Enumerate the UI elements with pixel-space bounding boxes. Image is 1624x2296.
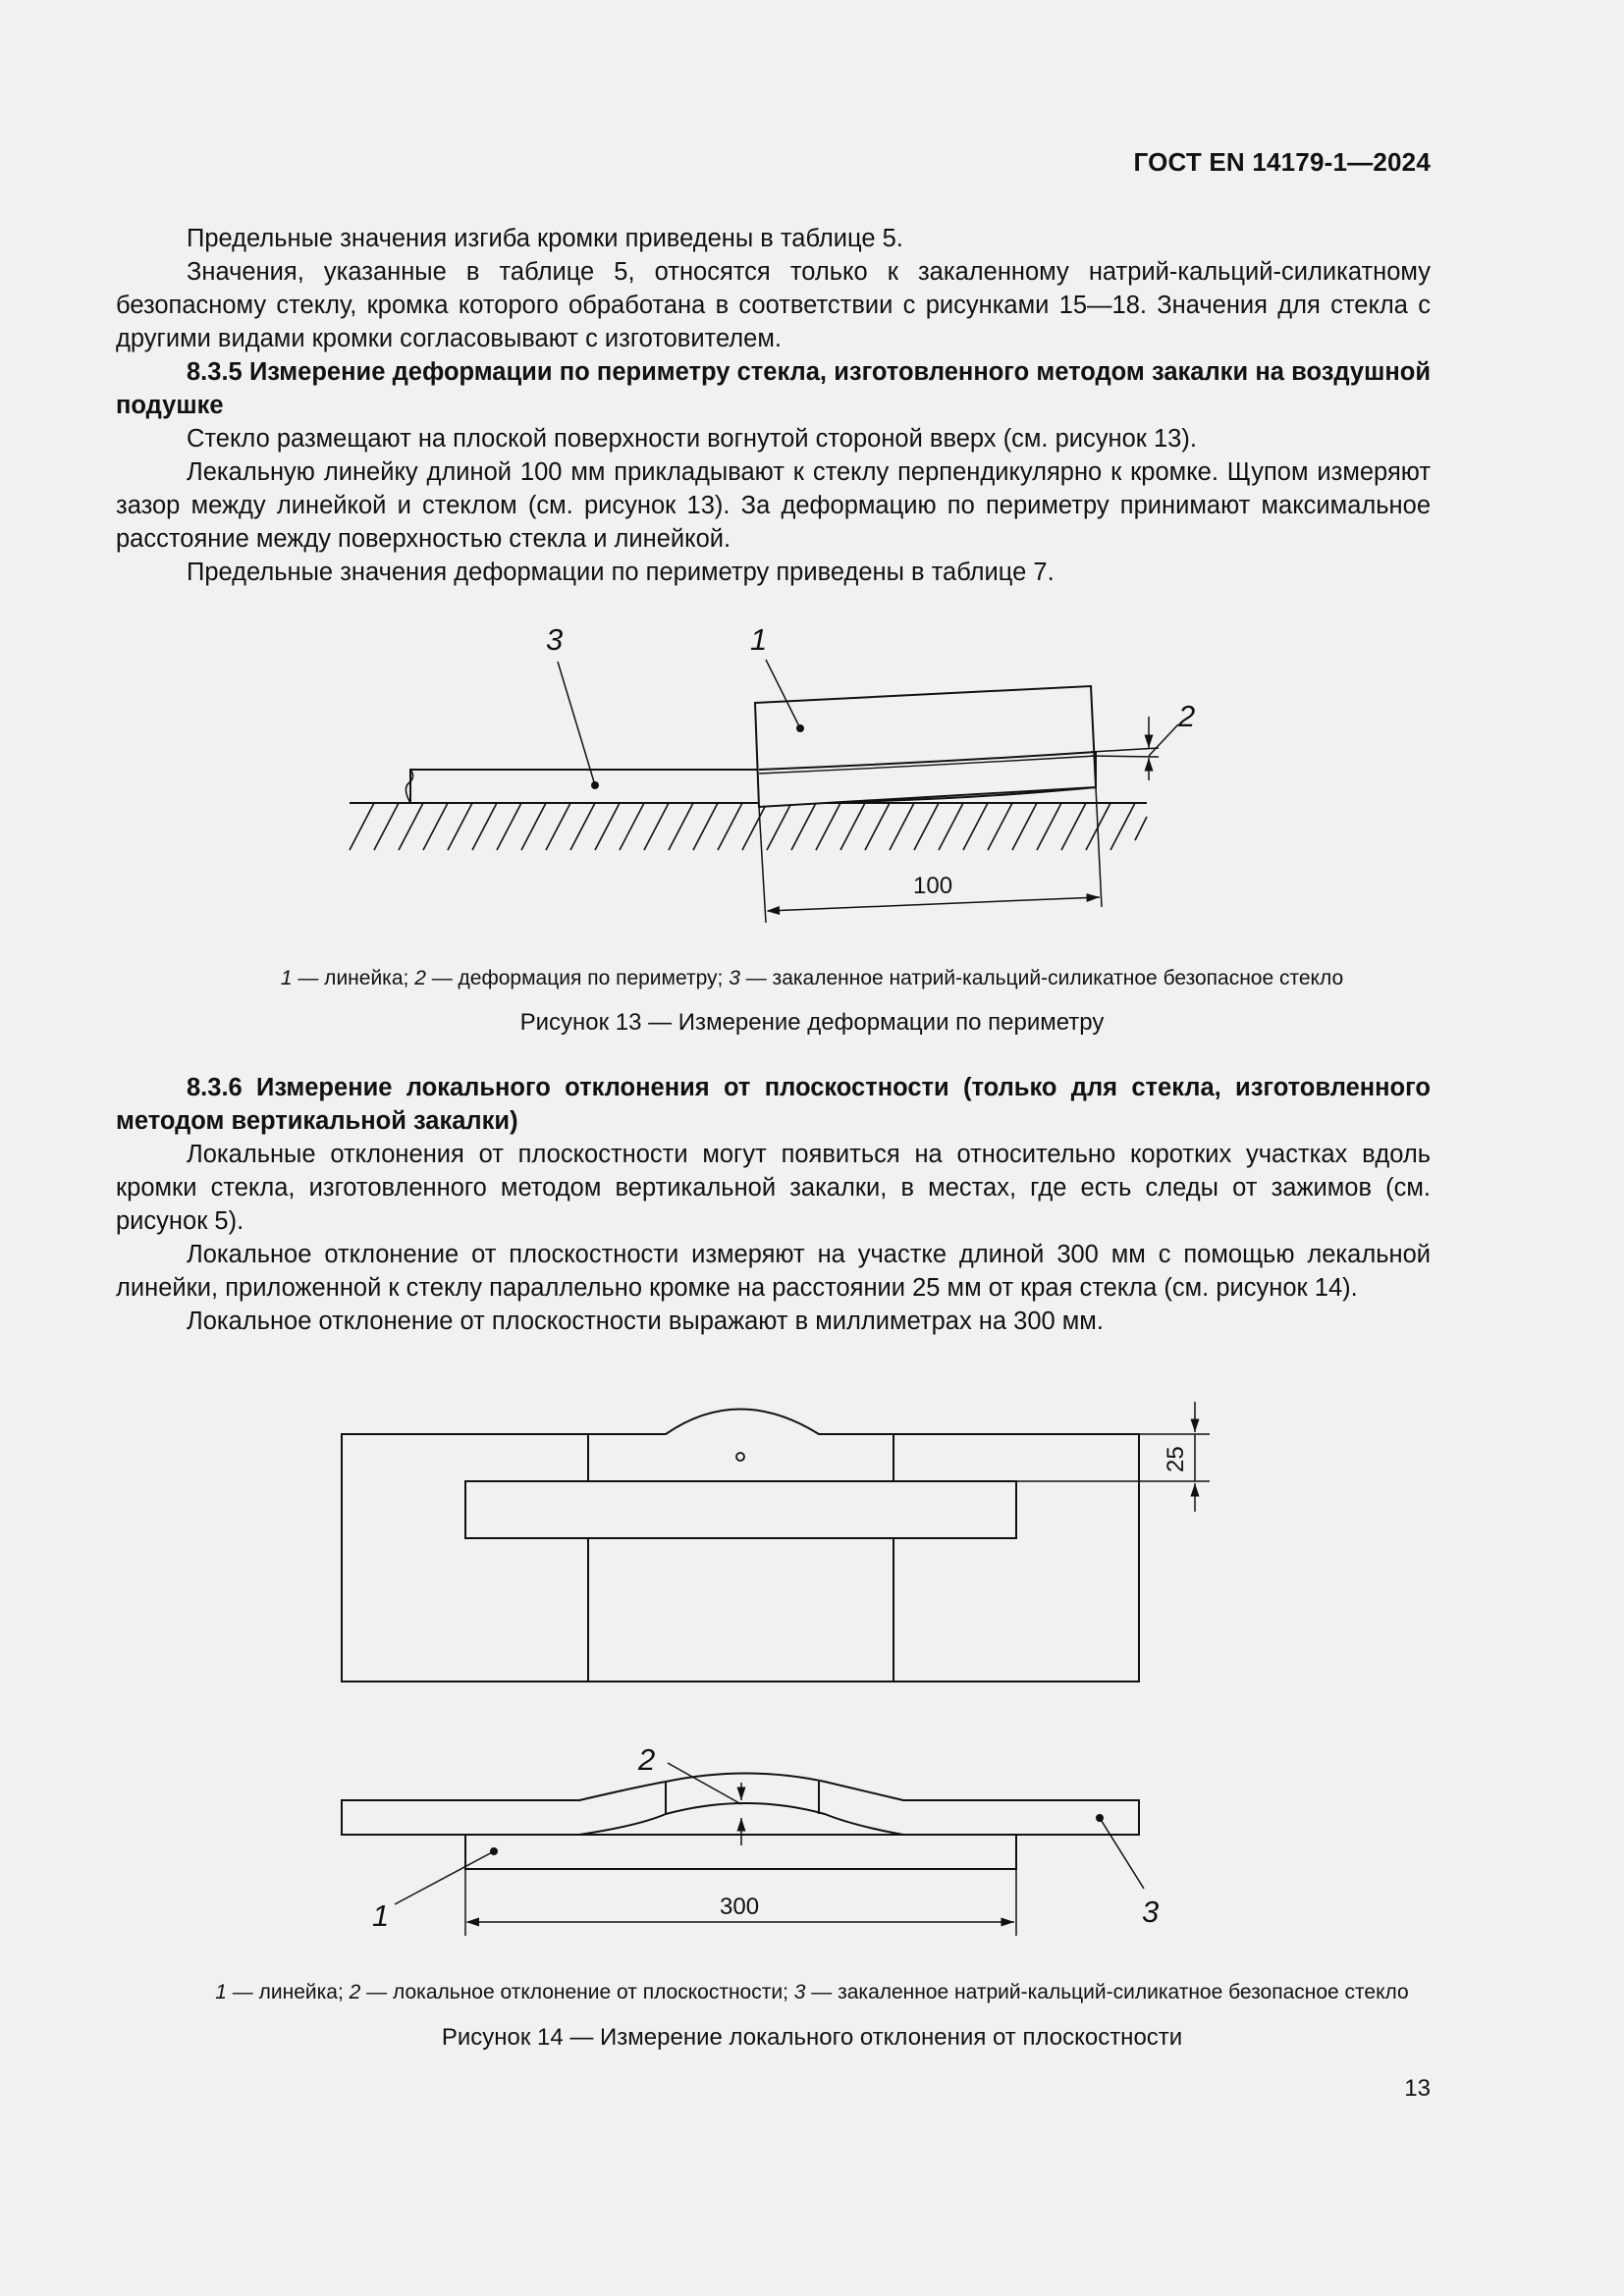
clamp-mark	[736, 1453, 744, 1461]
figure14-label-1: 1	[372, 1898, 390, 1933]
section-heading-8-3-6: 8.3.6 Измерение локального отклонения от плоскостности (только для стекла, изготовленного методом вертикальной закалки)	[116, 1074, 1431, 1135]
figure14-legend: 1 — линейка; 2 — локальное отклонение от плоскостности; 3 — закаленное натрий-кальций-силикатное безопасное стекло	[215, 1981, 1409, 2003]
figure14-dimension-25: 25	[1163, 1446, 1189, 1472]
figure13-legend: 1 — линейка; 2 — деформация по периметру; 3 — закаленное натрий-кальций-силикатное безопасное стекло	[280, 967, 1344, 989]
paragraph: Предельные значения деформации по периметру приведены в таблице 7.	[187, 559, 1055, 586]
paragraph: Локальное отклонение от плоскостности измеряют на участке длиной 300 мм с помощью лекальной линейки, приложенной к стеклу параллельно кромке на расстоянии 25 мм от края стекла (см. рисунок 14).	[116, 1241, 1431, 1302]
leader-dot	[1096, 1814, 1104, 1822]
paragraph: Стекло размещают на плоской поверхности вогнутой стороной вверх (см. рисунок 13).	[187, 425, 1197, 453]
figure13-dimension-100: 100	[913, 873, 953, 899]
paragraph: Лекальную линейку длиной 100 мм прикладывают к стеклу перпендикулярно к кромке. Щупом измеряют зазор между линейкой и стеклом (см. рисунок 13). За деформацию по периметру принимают максимальное расстояние между поверхностью стекла и линейкой.	[116, 458, 1431, 553]
section-heading-8-3-5: 8.3.5 Измерение деформации по периметру стекла, изготовленного методом закалки на воздушной подушке	[116, 358, 1431, 419]
paragraph: Значения, указанные в таблице 5, относятся только к закаленному натрий-кальций-силикатному безопасному стеклу, кромка которого обработана в соответствии с рисунками 15—18. Значения для стекла с другими видами кромки согласовывают с изготовителем.	[116, 258, 1431, 352]
figure14-title: Рисунок 14 — Измерение локального отклонения от плоскостности	[441, 2024, 1183, 2051]
page-number: 13	[1404, 2075, 1431, 2102]
paragraph: Локальное отклонение от плоскостности выражают в миллиметрах на 300 мм.	[187, 1308, 1104, 1335]
glass-plan-view	[342, 1410, 1139, 1682]
figure13-label-1: 1	[750, 622, 768, 657]
leader-dot	[490, 1847, 498, 1855]
figure13-label-2: 2	[1178, 699, 1196, 733]
paragraph: Предельные значения изгиба кромки приведены в таблице 5.	[187, 225, 903, 252]
paragraph: Локальные отклонения от плоскостности могут появиться на относительно коротких участках вдоль кромки стекла, изготовленного методом вертикальной закалки, в местах, где есть следы от зажимов (см. рисунок 5).	[116, 1141, 1431, 1235]
figure14-dimension-300: 300	[720, 1894, 760, 1920]
document-code-header: ГОСТ EN 14179-1—2024	[1133, 147, 1431, 177]
figure13-label-3: 3	[546, 622, 564, 657]
ruler-plan-view	[465, 1481, 1016, 1538]
figure14-label-3: 3	[1142, 1895, 1160, 1929]
figure13-title: Рисунок 13 — Измерение деформации по периметру	[519, 1009, 1105, 1036]
figure14-label-2: 2	[638, 1742, 656, 1777]
